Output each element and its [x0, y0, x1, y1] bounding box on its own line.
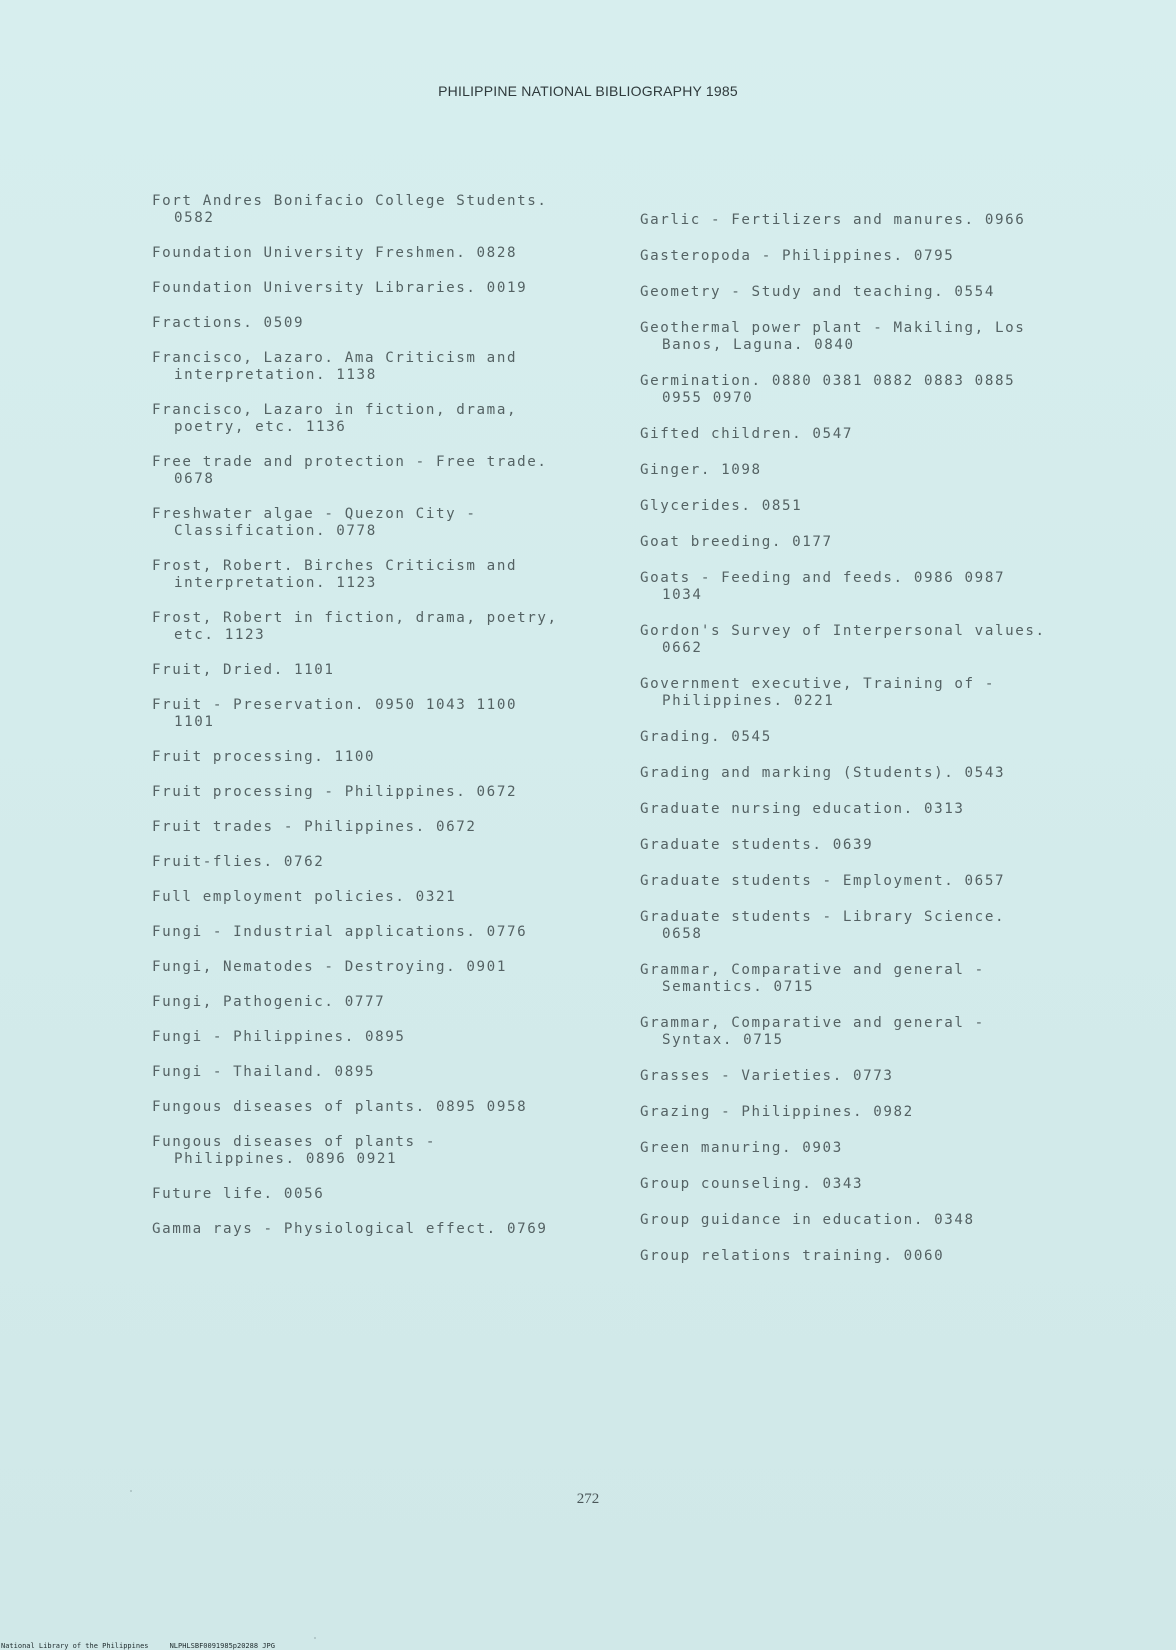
- index-entry: Grading and marking (Students). 0543: [640, 765, 1006, 781]
- scan-speck: [314, 1637, 316, 1639]
- index-entry: Garlic - Fertilizers and manures. 0966: [640, 212, 1026, 228]
- index-entry: Francisco, Lazaro. Ama Criticism and interpretation. 1138: [152, 350, 518, 383]
- scan-footer-note: National Library of the Philippines NLPHLSBF0091985p20288 JPG: [1, 1642, 275, 1650]
- index-entry: Graduate students. 0639: [640, 837, 874, 853]
- index-entry: Gasteropoda - Philippines. 0795: [640, 248, 955, 264]
- index-entry: Goats - Feeding and feeds. 0986 0987 1034: [640, 570, 1006, 603]
- index-entry: Fruit - Preservation. 0950 1043 1100 1101: [152, 697, 518, 730]
- index-entry: Graduate students - Employment. 0657: [640, 873, 1006, 889]
- index-entry: Gamma rays - Physiological effect. 0769: [152, 1221, 548, 1237]
- index-entry: Fungous diseases of plants. 0895 0958: [152, 1099, 528, 1115]
- index-entry: Frost, Robert in fiction, drama, poetry, etc. 1123: [152, 610, 558, 643]
- scan-speck: [130, 1490, 132, 1492]
- index-entry: Goat breeding. 0177: [640, 534, 833, 550]
- index-entry: Group guidance in education. 0348: [640, 1212, 975, 1228]
- index-entry: Graduate students - Library Science. 0658: [640, 909, 1006, 942]
- index-entry: Grammar, Comparative and general - Semantics. 0715: [640, 962, 985, 995]
- index-entry: Fruit processing. 1100: [152, 749, 376, 765]
- index-entry: Geothermal power plant - Makiling, Los Banos, Laguna. 0840: [640, 320, 1026, 353]
- index-entry: Gifted children. 0547: [640, 426, 853, 442]
- index-entry: Germination. 0880 0381 0882 0883 0885 0955 0970: [640, 373, 1016, 406]
- index-entry: Fruit, Dried. 1101: [152, 662, 335, 678]
- index-entry: Fractions. 0509: [152, 315, 305, 331]
- right-column: [640, 212, 1110, 1284]
- index-entry: Grasses - Varieties. 0773: [640, 1068, 894, 1084]
- index-entry: Fungi - Philippines. 0895: [152, 1029, 406, 1045]
- index-entry: Fort Andres Bonifacio College Students. 0582: [152, 193, 548, 226]
- index-entry: Full employment policies. 0321: [152, 889, 457, 905]
- index-entry: Glycerides. 0851: [640, 498, 803, 514]
- index-entry: Francisco, Lazaro in fiction, drama, poetry, etc. 1136: [152, 402, 518, 435]
- page-header: PHILIPPINE NATIONAL BIBLIOGRAPHY 1985: [438, 83, 738, 99]
- index-entry: Gordon's Survey of Interpersonal values. 0662: [640, 623, 1046, 656]
- index-entry: Fungi - Thailand. 0895: [152, 1064, 376, 1080]
- index-entry: Future life. 0056: [152, 1186, 325, 1202]
- index-entry: Fruit trades - Philippines. 0672: [152, 819, 477, 835]
- index-entry: Fruit processing - Philippines. 0672: [152, 784, 518, 800]
- index-entry: Government executive, Training of - Philippines. 0221: [640, 676, 995, 709]
- index-entry: Grading. 0545: [640, 729, 772, 745]
- index-entry: Geometry - Study and teaching. 0554: [640, 284, 995, 300]
- index-entry: Fungi - Industrial applications. 0776: [152, 924, 528, 940]
- left-column: [152, 193, 622, 1256]
- index-entry: Frost, Robert. Birches Criticism and interpretation. 1123: [152, 558, 518, 591]
- index-entry: Fungi, Nematodes - Destroying. 0901: [152, 959, 507, 975]
- index-entry: Free trade and protection - Free trade. 0678: [152, 454, 548, 487]
- index-entry: Ginger. 1098: [640, 462, 762, 478]
- index-entry: Fungous diseases of plants - Philippines. 0896 0921: [152, 1134, 436, 1167]
- page-number: 272: [576, 1491, 600, 1507]
- index-entry: Green manuring. 0903: [640, 1140, 843, 1156]
- index-entry: Freshwater algae - Quezon City - Classification. 0778: [152, 506, 477, 539]
- index-entry: Graduate nursing education. 0313: [640, 801, 965, 817]
- index-entry: Grammar, Comparative and general - Syntax. 0715: [640, 1015, 985, 1048]
- index-entry: Grazing - Philippines. 0982: [640, 1104, 914, 1120]
- index-entry: Fruit-flies. 0762: [152, 854, 325, 870]
- index-entry: Group relations training. 0060: [640, 1248, 945, 1264]
- index-entry: Foundation University Libraries. 0019: [152, 280, 528, 296]
- index-entry: Fungi, Pathogenic. 0777: [152, 994, 386, 1010]
- index-entry: Group counseling. 0343: [640, 1176, 864, 1192]
- index-entry: Foundation University Freshmen. 0828: [152, 245, 518, 261]
